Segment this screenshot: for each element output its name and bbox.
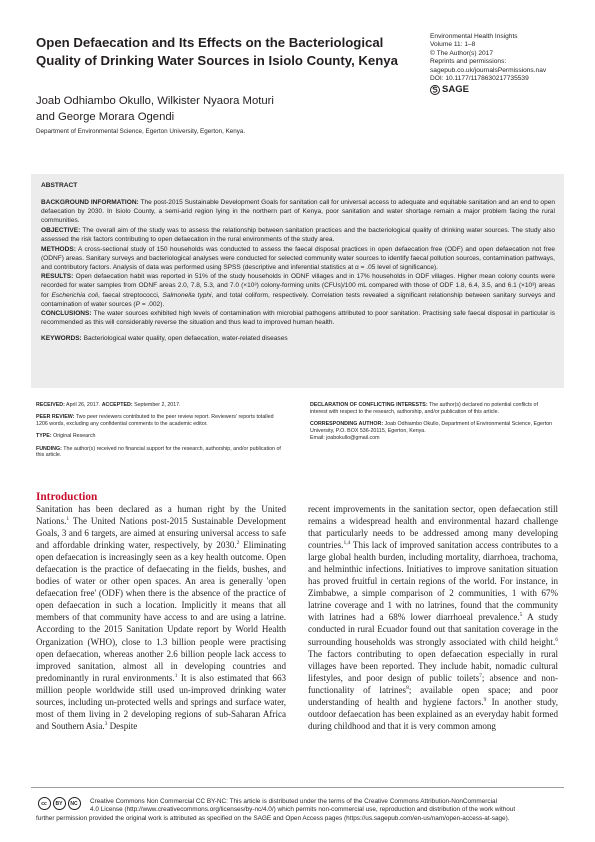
license-line-1: Creative Commons Non Commercial CC BY-NC: This article is distributed under the terms of the Creative Commons Attribution-NonCommercial (90, 798, 498, 805)
license-line-3[interactable]: further permission provided the original work is attributed as specified on the SAGE and Open Access pages (https://us.sagepub.com/en-us/nam/open-access-at-sage). (36, 815, 510, 822)
sage-wordmark: SAGE (442, 84, 469, 96)
journal-info (430, 33, 590, 95)
doi[interactable]: DOI: 10.1177/1178630217735539 (430, 75, 529, 83)
peer-review: PEER REVIEW: Two peer reviewers contributed to the peer review report. Reviewers' reports totalled 1206 words, excluding any confidential comments to the academic editor. (36, 414, 274, 428)
abstract-conclusions: CONCLUSIONS: The water sources exhibited high levels of contamination with microbial pathogens attributed to poor sanitation. Practising safe faecal disposal in particular is recommended as this will considerably reverse the situation and thus lead to improved human health. (41, 310, 555, 327)
article-type: TYPE: Original Research (36, 433, 96, 440)
license-line-2[interactable]: 4.0 License (http://www.creativecommons.org/licenses/by-nc/4.0/) which permits non-commercial use, reproduction and distribution of the work without (90, 806, 516, 814)
license-text (90, 798, 560, 815)
abstract-results: RESULTS: Open defaecation habit was reported in 51% of the study households in ODNF villages and in 17% households in ODF villages. Higher mean colony counts were recorded for water samples from ODNF areas 2.0, 7.8, 5.3, and 7.0 (×10³) colony-forming units (CFUs)/100 mL compared with those of ODF 1.8, 6.4, 3.5, and 6.1 (×10³) areas for Escherichia coli, faecal streptococci, Salmonella typhi, and total coliform, respectively. Correlation tests revealed a significant relationship between sanitary surveys and contamination of water sources (P = .002). (41, 273, 556, 308)
authors-line-1: Joab Odhiambo Okullo, Wilkister Nyaora Moturi (36, 95, 274, 107)
cc-by-nc-badge[interactable] (37, 796, 81, 811)
abstract-objective: OBJECTIVE: The overall aim of the study was to assess the relationship between sanitation practices and the bacteriological quality of drinking water sources. The study also assessed the risk factors contributing to open defaecation in the rural environments of the study area. (41, 226, 555, 243)
intro-paragraph-1-cont: recent improvements in the sanitation sector, open defaecation still remains a widespread health and environmental hazard challenge that particularly needs to be addressed among many developing countries.$^{1,4}$ This lack of improved sanitation access contributes to a large global health burden, including mortality, diarrhoea, trachoma, and helminthic infections. Initiatives to improve sanitation situation has proved fruitful in certain regions of the world. For instance, in Zimbabwe, a simple comparison of 2 communities, 1 with 67% latrine coverage and 1 with no latrines, found that the community with latrines had a 68% lower diarrhoeal prevalence.$^5$ A study conducted in rural Ecuador found out that sanitation coverage in the surrounding households was strongly associated with child height.$^6$ The factors contributing to open defaecation especially in rural villages have been reported. They include habit, nomadic cultural lifestyles, and poor design of public toilets$^7$; absence and non-functionality of latrines$^8$; available open space; and poor understanding of health and hygiene factors.$^9$ In another study, outdoor defaecation has been explained as an everyday habit formed during childhood and that it is very common among (308, 504, 559, 731)
article-meta-right (310, 402, 555, 447)
copyright: © The Author(s) 2017 (430, 49, 494, 57)
affiliation: Department of Environmental Science, Egerton University, Egerton, Kenya. (36, 128, 246, 135)
article-title: Open Defaecation and Its Effects on the Bacteriological Quality of Drinking Water Sources in Isiolo County, Kenya (36, 35, 398, 68)
intro-paragraph-1: Sanitation has been declared as a human right by the United Nations.$^1$ The United Nations post-2015 Sustainable Development Goals, 3 and 6 targets, are aimed at ensuring universal access to safe and affordable drinking water, respectively, by 2030.$^2$ Eliminating open defaecation is increasingly seen as a key health outcome. Open defaecation is the practice of defaecating in the fields, bushes, and bodies of water or other open spaces. An area is generally 'open defaecation free' (ODF) when there is the absence of the practice of open defaecation in such a location. Implicitly it means that all members of that community have access to and are using a latrine. According to the 2015 Sanitation Update report by World Health Organization (WHO), close to 1.3 billion people were practising open defaecation, whereas another 2.6 billion people lack access to improved sanitation, almost all in developing countries and predominantly in rural environments.$^1$ It is also estimated that 663 million people worldwide still used un-improved drinking water sources, including un-protected wells and springs and surface water, most of them living in 2 developing regions of sub-Saharan Africa and Southern Asia.$^3$ Despite (36, 504, 287, 731)
corresponding-author: CORRESPONDING AUTHOR: Joab Odhiambo Okullo, Department of Environmental Science, Egerton University, P.O. BOX 536-20115, Egerton, Kenya. Email: joabokullo@gmail.com (310, 421, 553, 441)
cc-icon: cc (38, 797, 51, 810)
journal-name: Environmental Health Insights (430, 33, 518, 40)
abstract-methods: METHODS: A cross-sectional study of 150 households was conducted to assess the faecal disposal practices in open defaecation free (ODF) and open defaecation not free (ODNF) areas. Sanitary surveys and bacteriological analyses were conducted for selected community water sources to identify faecal pollution sources, contamination pathways, and contributory factors. Analysis of data was performed using SPSS (descriptive and inferential statistics at α = .05 level of significance). (41, 245, 555, 271)
sage-swirl-icon (430, 85, 440, 95)
nc-icon: NC (68, 797, 81, 810)
funding: FUNDING: The author(s) received no financial support for the research, authorship, and/or publication of this article. (36, 445, 281, 459)
abstract-label: ABSTRACT (41, 182, 78, 189)
sage-logo (430, 85, 590, 95)
authors-line-2: and George Morara Ogendi (36, 110, 175, 123)
footer-divider (31, 787, 564, 788)
article-meta-left (36, 402, 286, 465)
journal-volume: Volume 11: 1–8 (430, 41, 476, 49)
keywords: KEYWORDS: Bacteriological water quality, open defaecation, water-related diseases (41, 335, 288, 343)
author-list (36, 94, 336, 125)
abstract-box (31, 174, 564, 388)
reprints-link[interactable]: sagepub.co.uk/journalsPermissions.nav (430, 66, 547, 74)
email-link[interactable]: Email: joabokullo@gmail.com (310, 434, 380, 441)
conflicts: DECLARATION OF CONFLICTING INTERESTS: The author(s) declared no potential conflicts of interest with respect to the research, authorship, and/or publication of this article. (310, 402, 538, 415)
section-heading-introduction: Introduction (36, 491, 98, 503)
by-icon: BY (53, 797, 66, 810)
reprints-label: Reprints and permissions: (430, 58, 507, 66)
body-column-right (308, 503, 558, 732)
body-column-left (36, 503, 286, 732)
abstract-background: BACKGROUND INFORMATION: The post-2015 Sustainable Development Goals for sanitation call for universal access to adequate and equitable sanitation and an end to open defaecation by 2030. In Isiolo County, a semi-arid region lying in the northern part of Kenya, poor sanitation and water shortage remain a major problem facing the rural communities. (41, 199, 556, 225)
dates: RECEIVED: April 26, 2017. ACCEPTED: September 2, 2017. (36, 402, 181, 408)
